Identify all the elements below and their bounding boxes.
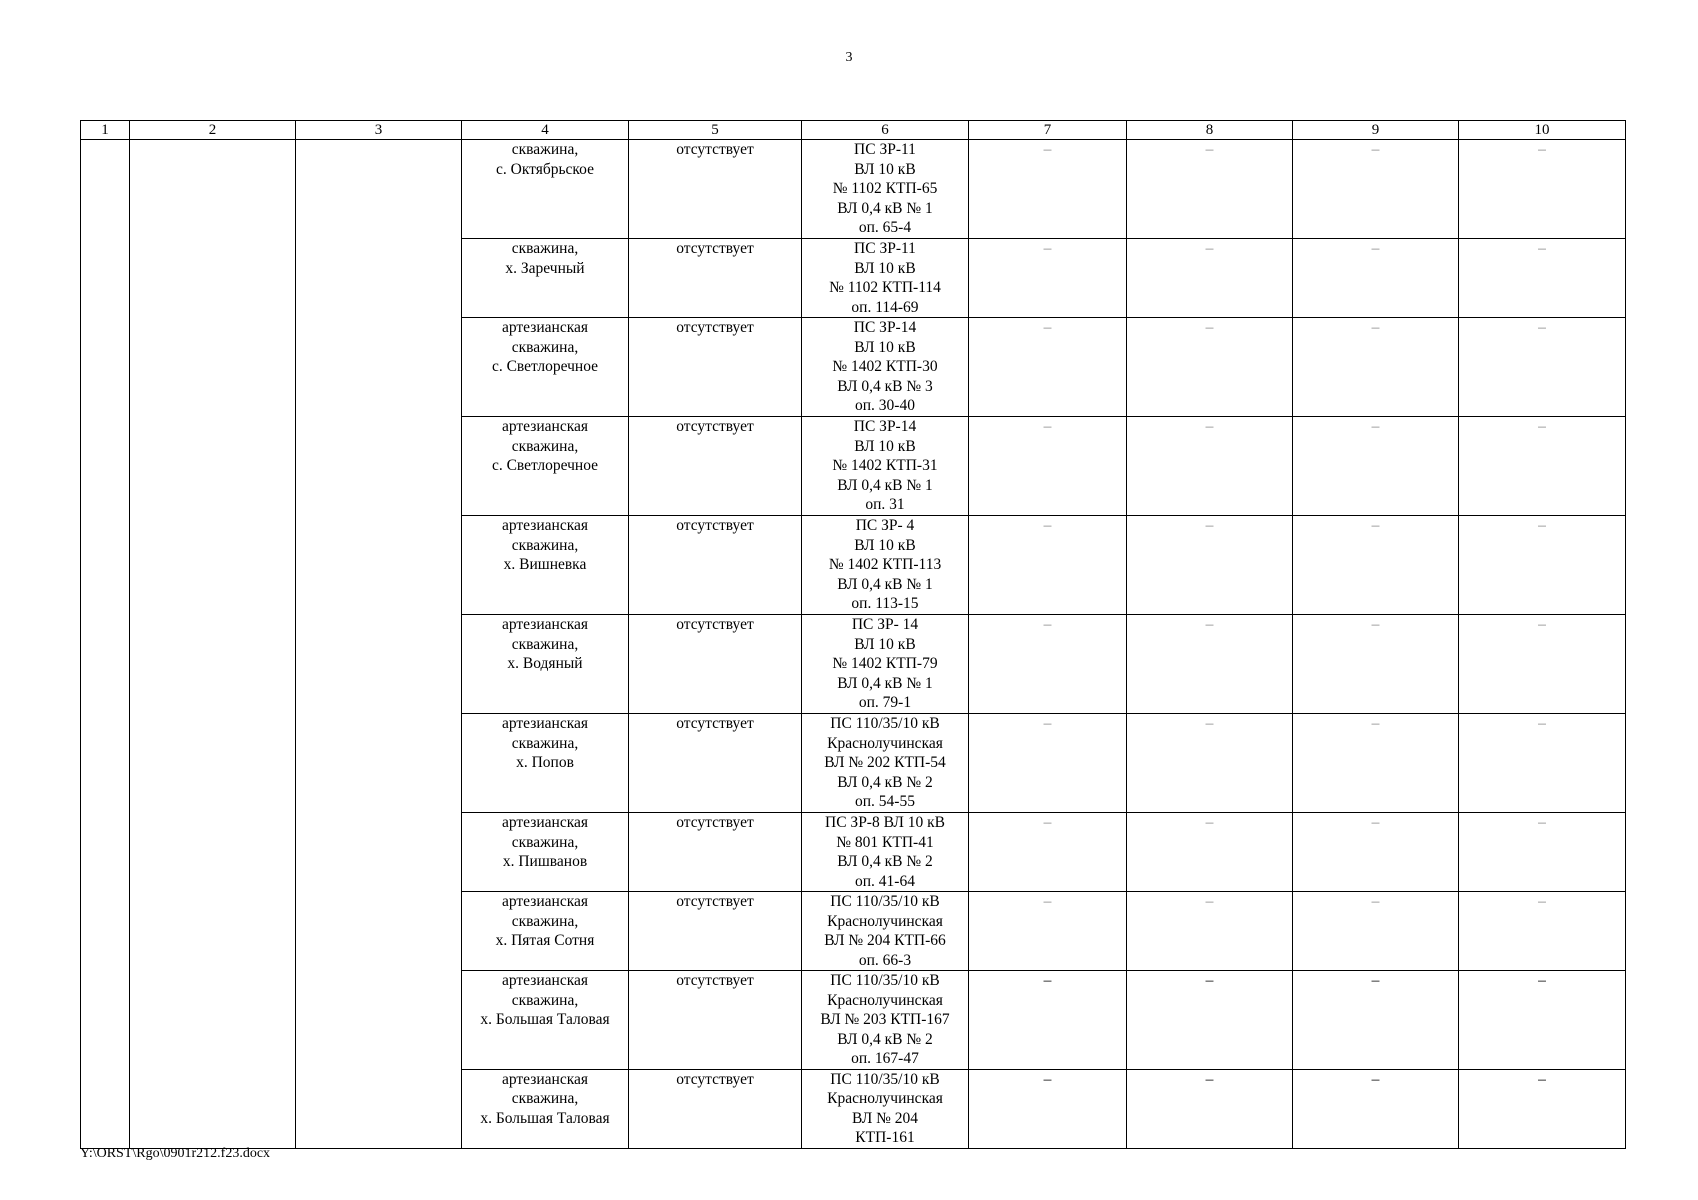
column-2-cell [130,140,296,1149]
column-8-cell: – [1127,892,1293,971]
column-8-cell: – [1127,318,1293,417]
column-9-cell: – [1293,140,1459,239]
column-9-cell: – [1293,1069,1459,1148]
object-cell: артезианская скважина, х. Водяный [462,615,629,714]
header-row [81,121,1626,140]
status-cell: отсутствует [629,1069,802,1148]
power-source-cell: ПС ЗР- 4 ВЛ 10 кВ № 1402 КТП-113 ВЛ 0,4 кВ № 1 оп. 113-15 [802,516,969,615]
status-cell: отсутствует [629,318,802,417]
column-10-cell: – [1459,140,1626,239]
column-header: 7 [969,121,1127,140]
status-cell: отсутствует [629,892,802,971]
object-cell: артезианская скважина, х. Попов [462,714,629,813]
column-9-cell: – [1293,892,1459,971]
power-source-cell: ПС ЗР- 14 ВЛ 10 кВ № 1402 КТП-79 ВЛ 0,4 кВ № 1 оп. 79-1 [802,615,969,714]
object-cell: артезианская скважина, х. Большая Таловая [462,971,629,1070]
column-9-cell: – [1293,318,1459,417]
column-9-cell: – [1293,971,1459,1070]
object-cell: артезианская скважина, х. Пишванов [462,813,629,892]
power-source-cell: ПС 110/35/10 кВ Краснолучинская ВЛ № 202 КТП-54 ВЛ 0,4 кВ № 2 оп. 54-55 [802,714,969,813]
power-source-cell: ПС ЗР-11 ВЛ 10 кВ № 1102 КТП-65 ВЛ 0,4 кВ № 1 оп. 65-4 [802,140,969,239]
power-source-cell: ПС 110/35/10 кВ Краснолучинская ВЛ № 203 КТП-167 ВЛ 0,4 кВ № 2 оп. 167-47 [802,971,969,1070]
status-cell: отсутствует [629,239,802,318]
column-10-cell: – [1459,714,1626,813]
column-8-cell: – [1127,516,1293,615]
column-header: 8 [1127,121,1293,140]
power-source-cell: ПС ЗР-11 ВЛ 10 кВ № 1102 КТП-114 оп. 114-69 [802,239,969,318]
column-header: 4 [462,121,629,140]
column-10-cell: – [1459,318,1626,417]
column-10-cell: – [1459,813,1626,892]
column-1-cell [81,140,130,1149]
status-cell: отсутствует [629,714,802,813]
status-cell: отсутствует [629,971,802,1070]
object-cell: артезианская скважина, с. Светлоречное [462,318,629,417]
column-7-cell: – [969,813,1127,892]
status-cell: отсутствует [629,516,802,615]
column-8-cell: – [1127,615,1293,714]
object-cell: артезианская скважина, х. Вишневка [462,516,629,615]
column-8-cell: – [1127,140,1293,239]
column-8-cell: – [1127,971,1293,1070]
column-8-cell: – [1127,714,1293,813]
column-10-cell: – [1459,971,1626,1070]
column-7-cell: – [969,140,1127,239]
column-3-cell [296,140,462,1149]
column-9-cell: – [1293,239,1459,318]
column-10-cell: – [1459,892,1626,971]
column-9-cell: – [1293,813,1459,892]
column-header: 10 [1459,121,1626,140]
column-header: 3 [296,121,462,140]
status-cell: отсутствует [629,417,802,516]
column-7-cell: – [969,971,1127,1070]
object-cell: скважина, х. Заречный [462,239,629,318]
column-9-cell: – [1293,714,1459,813]
power-source-cell: ПС ЗР-14 ВЛ 10 кВ № 1402 КТП-30 ВЛ 0,4 кВ № 3 оп. 30-40 [802,318,969,417]
column-7-cell: – [969,714,1127,813]
power-source-cell: ПС ЗР-8 ВЛ 10 кВ № 801 КТП-41 ВЛ 0,4 кВ № 2 оп. 41-64 [802,813,969,892]
column-10-cell: – [1459,417,1626,516]
column-7-cell: – [969,318,1127,417]
column-10-cell: – [1459,516,1626,615]
column-10-cell: – [1459,239,1626,318]
power-source-cell: ПС 110/35/10 кВ Краснолучинская ВЛ № 204 КТП-66 оп. 66-3 [802,892,969,971]
status-cell: отсутствует [629,615,802,714]
object-cell: артезианская скважина, с. Светлоречное [462,417,629,516]
footer-file-path: Y:\ORST\Rgo\0901r212.f23.docx [80,1146,271,1161]
column-7-cell: – [969,1069,1127,1148]
power-source-cell: ПС ЗР-14 ВЛ 10 кВ № 1402 КТП-31 ВЛ 0,4 кВ № 1 оп. 31 [802,417,969,516]
column-8-cell: – [1127,813,1293,892]
page-number: 3 [845,50,853,65]
column-7-cell: – [969,615,1127,714]
data-table [80,120,1626,1149]
status-cell: отсутствует [629,813,802,892]
column-7-cell: – [969,892,1127,971]
column-9-cell: – [1293,615,1459,714]
column-header: 1 [81,121,130,140]
column-8-cell: – [1127,417,1293,516]
table-row [81,140,1626,239]
column-7-cell: – [969,239,1127,318]
column-9-cell: – [1293,417,1459,516]
column-header: 2 [130,121,296,140]
object-cell: артезианская скважина, х. Большая Таловая [462,1069,629,1148]
column-9-cell: – [1293,516,1459,615]
status-cell: отсутствует [629,140,802,239]
object-cell: артезианская скважина, х. Пятая Сотня [462,892,629,971]
column-8-cell: – [1127,239,1293,318]
column-header: 6 [802,121,969,140]
column-10-cell: – [1459,1069,1626,1148]
column-header: 5 [629,121,802,140]
object-cell: скважина, с. Октябрьское [462,140,629,239]
column-10-cell: – [1459,615,1626,714]
column-7-cell: – [969,417,1127,516]
power-source-cell: ПС 110/35/10 кВ Краснолучинская ВЛ № 204 КТП-161 [802,1069,969,1148]
column-8-cell: – [1127,1069,1293,1148]
column-7-cell: – [969,516,1127,615]
column-header: 9 [1293,121,1459,140]
